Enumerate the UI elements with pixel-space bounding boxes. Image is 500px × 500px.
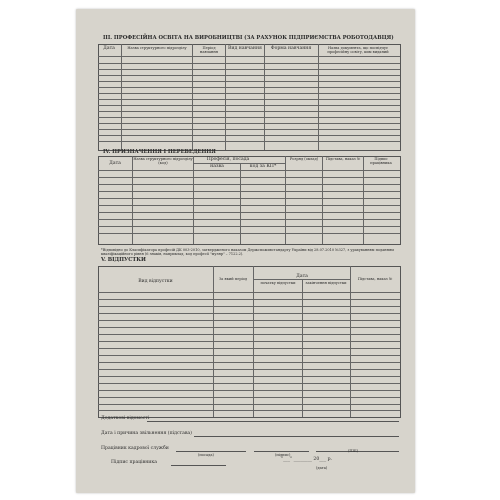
position-caption: (посада) xyxy=(198,453,214,457)
s4-col-order: Підстава, наказ № xyxy=(325,157,361,161)
s5-col-order: Підстава, наказ № xyxy=(357,277,393,281)
signature-caption: (підпис) xyxy=(275,453,291,457)
date-line: "___" ________ 20___ р. xyxy=(281,457,333,462)
s5-col-leave-type: Вид відпустки xyxy=(138,279,173,284)
s4-col-name: назва xyxy=(210,164,224,169)
section-5-table xyxy=(98,266,401,418)
s3-col-date: Дата xyxy=(103,46,115,51)
s4-col-grade: Розряд (оклад) xyxy=(289,157,319,161)
s4-col-profession: Професія, посада xyxy=(206,157,250,162)
s3-col-document: Назва документа, що посвідчує професійну освіту, ким виданий xyxy=(327,46,389,54)
date-caption: (дата) xyxy=(316,466,328,470)
s5-col-end: закінчення відпустки xyxy=(305,281,347,285)
section-3-title: ІІІ. ПРОФЕСІЙНА ОСВІТА НА ВИРОБНИЦТВІ (ЗА РАХУНОК ПІДПРИЄМСТВА РОБОТОДАВЦЯ) xyxy=(103,35,394,41)
employee-signature-line xyxy=(171,465,226,466)
s4-col-signature: Підпис працівника xyxy=(370,157,392,165)
position-line xyxy=(176,451,246,452)
s4-col-unit: Назва структурного підрозділу (код) xyxy=(133,157,193,165)
s3-col-period: Період навчання xyxy=(199,46,219,54)
dismissal-label: Дата і причина звільнення (підстава) xyxy=(101,431,192,436)
hr-worker-label: Працівник кадрової служби xyxy=(101,446,169,451)
extra-info-label: Додаткові відомості xyxy=(101,416,150,421)
s3-col-type: Вид навчання xyxy=(228,46,262,51)
footnote: *Відповідно до Класифікатора професій ДК 003-2010, затвердженого наказом Держспоживстандарту України від 28.07.2010 №327, з урахуванням поданням кваліфікаційного рівня (6 знаків, наприклад, код професії "муляр" – 7122.2). xyxy=(101,248,394,257)
personnel-card-sheet xyxy=(76,9,415,493)
dismissal-line xyxy=(194,436,399,437)
section-4-title: ІV. ПРИЗНАЧЕННЯ І ПЕРЕВЕДЕННЯ xyxy=(103,149,216,155)
s3-col-form: Форма навчання xyxy=(270,46,312,51)
s5-col-date: Дата xyxy=(296,274,308,279)
s5-col-period: За який період xyxy=(218,277,248,281)
employee-signature-label: Підпис працівника xyxy=(111,460,157,465)
s3-col-unit: Назва структурного підрозділу xyxy=(127,46,187,50)
extra-info-line xyxy=(147,421,399,422)
s4-col-date: Дата xyxy=(109,161,121,166)
s4-col-kp-code: код за КП* xyxy=(249,164,277,169)
section-5-title: V. ВІДПУСТКИ xyxy=(101,257,146,263)
pib-caption: (ПІБ) xyxy=(348,449,358,453)
s5-col-start: початку відпустки xyxy=(260,281,296,285)
signature-line xyxy=(254,451,309,452)
